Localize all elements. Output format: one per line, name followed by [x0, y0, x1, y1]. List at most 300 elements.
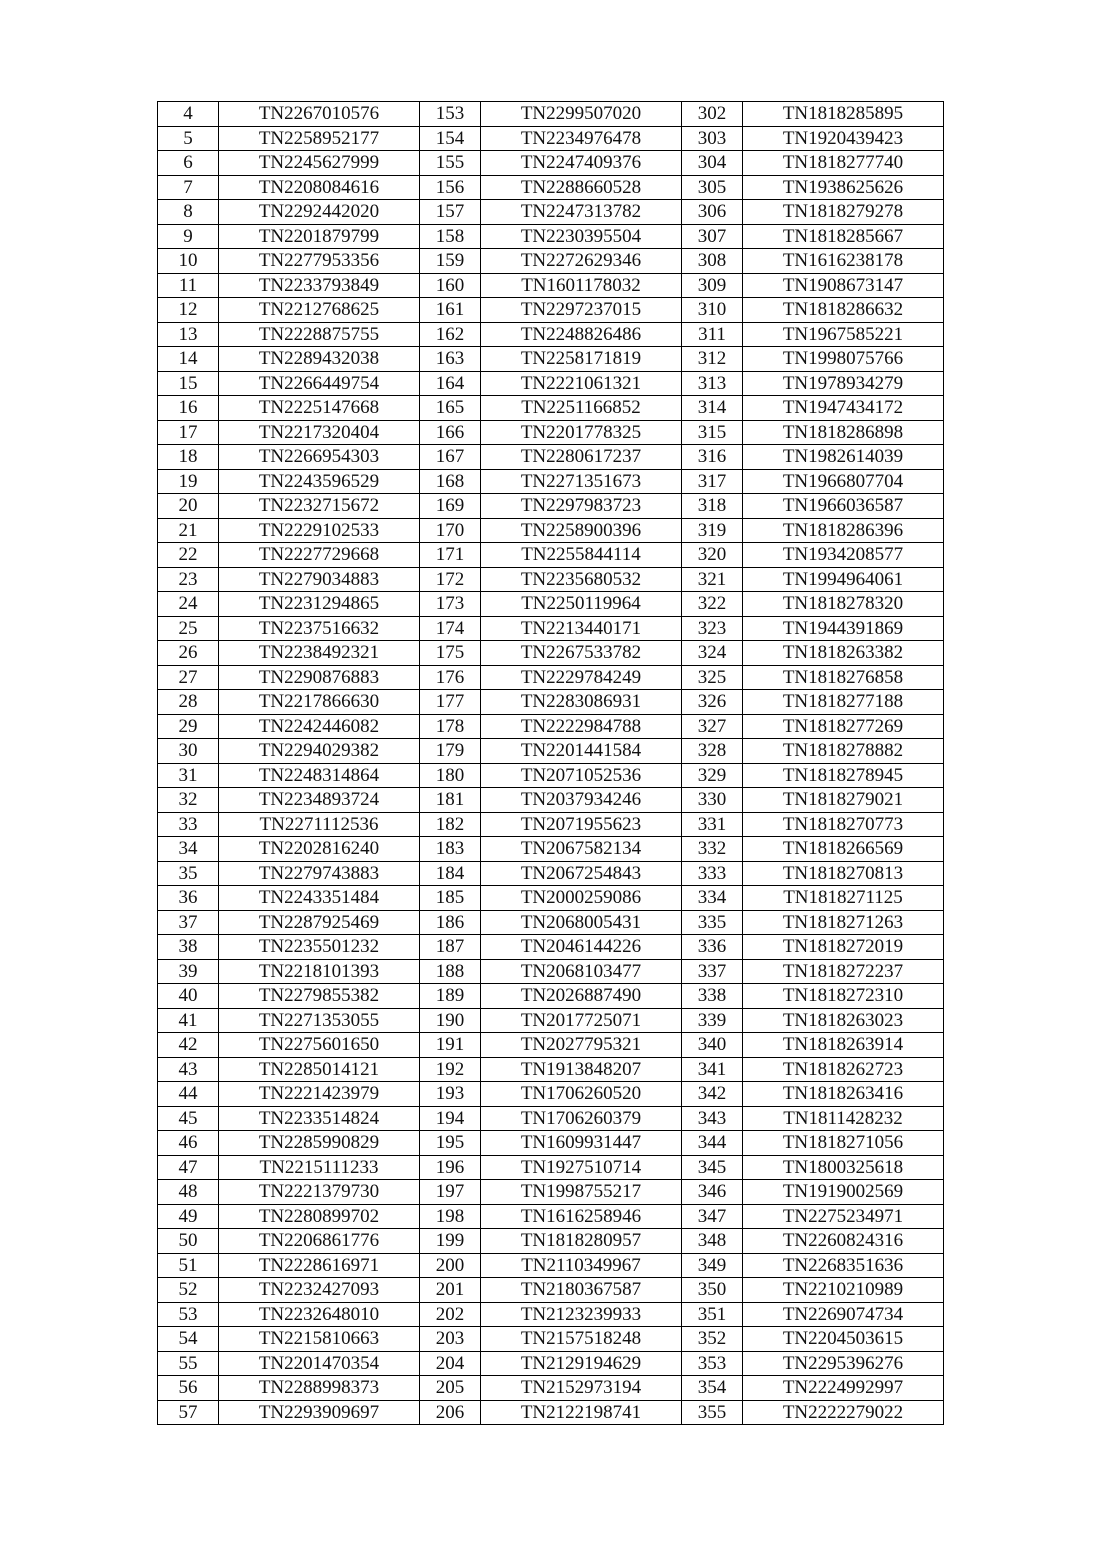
serial-number-cell: 204 [420, 1351, 481, 1376]
table-row [158, 1204, 944, 1229]
serial-number-cell: 343 [682, 1106, 743, 1131]
id-number-cell: TN1818263023 [743, 1008, 944, 1033]
id-number-cell: TN2271351673 [481, 469, 682, 494]
table-row [158, 837, 944, 862]
id-number-cell: TN2227729668 [219, 543, 420, 568]
serial-number-cell: 349 [682, 1253, 743, 1278]
serial-number-cell: 200 [420, 1253, 481, 1278]
serial-number-cell: 174 [420, 616, 481, 641]
id-number-cell: TN1944391869 [743, 616, 944, 641]
id-number-cell: TN2233793849 [219, 273, 420, 298]
id-number-cell: TN2232427093 [219, 1278, 420, 1303]
id-number-cell: TN1818278882 [743, 739, 944, 764]
id-number-cell: TN1818286632 [743, 298, 944, 323]
table-row [158, 959, 944, 984]
id-number-cell: TN2217320404 [219, 420, 420, 445]
serial-number-cell: 168 [420, 469, 481, 494]
serial-number-cell: 302 [682, 102, 743, 127]
id-number-cell: TN2228616971 [219, 1253, 420, 1278]
table-row [158, 126, 944, 151]
serial-number-cell: 336 [682, 935, 743, 960]
serial-number-cell: 169 [420, 494, 481, 519]
serial-number-cell: 41 [158, 1008, 219, 1033]
id-number-cell: TN2285990829 [219, 1131, 420, 1156]
serial-number-cell: 155 [420, 151, 481, 176]
serial-number-cell: 176 [420, 665, 481, 690]
table-row [158, 567, 944, 592]
id-number-cell: TN2267533782 [481, 641, 682, 666]
id-number-cell: TN2152973194 [481, 1376, 682, 1401]
serial-number-cell: 182 [420, 812, 481, 837]
id-number-cell: TN2292442020 [219, 200, 420, 225]
id-number-cell: TN2251166852 [481, 396, 682, 421]
id-number-cell: TN2266954303 [219, 445, 420, 470]
id-number-cell: TN2258900396 [481, 518, 682, 543]
serial-number-cell: 184 [420, 861, 481, 886]
serial-number-cell: 199 [420, 1229, 481, 1254]
id-number-cell: TN2295396276 [743, 1351, 944, 1376]
table-row [158, 861, 944, 886]
serial-number-cell: 163 [420, 347, 481, 372]
id-number-cell: TN2279034883 [219, 567, 420, 592]
id-number-cell: TN2258952177 [219, 126, 420, 151]
id-number-cell: TN2280899702 [219, 1204, 420, 1229]
id-number-cell: TN1818263914 [743, 1033, 944, 1058]
serial-number-cell: 337 [682, 959, 743, 984]
serial-number-cell: 21 [158, 518, 219, 543]
serial-number-cell: 32 [158, 788, 219, 813]
serial-number-cell: 53 [158, 1302, 219, 1327]
id-number-cell: TN2243596529 [219, 469, 420, 494]
serial-number-cell: 5 [158, 126, 219, 151]
serial-number-cell: 38 [158, 935, 219, 960]
table-row [158, 1302, 944, 1327]
serial-number-cell: 202 [420, 1302, 481, 1327]
id-number-cell: TN2224992997 [743, 1376, 944, 1401]
serial-number-cell: 178 [420, 714, 481, 739]
serial-number-cell: 47 [158, 1155, 219, 1180]
id-number-cell: TN1818285895 [743, 102, 944, 127]
id-number-cell: TN2221379730 [219, 1180, 420, 1205]
serial-number-cell: 197 [420, 1180, 481, 1205]
id-number-cell: TN2271353055 [219, 1008, 420, 1033]
id-number-cell: TN1818277740 [743, 151, 944, 176]
id-number-cell: TN1818279278 [743, 200, 944, 225]
id-number-cell: TN1920439423 [743, 126, 944, 151]
id-number-cell: TN1938625626 [743, 175, 944, 200]
serial-number-cell: 334 [682, 886, 743, 911]
serial-number-cell: 161 [420, 298, 481, 323]
serial-number-cell: 179 [420, 739, 481, 764]
serial-number-cell: 193 [420, 1082, 481, 1107]
id-number-cell: TN2068005431 [481, 910, 682, 935]
id-number-cell: TN2202816240 [219, 837, 420, 862]
serial-number-cell: 194 [420, 1106, 481, 1131]
id-number-cell: TN2290876883 [219, 665, 420, 690]
serial-number-cell: 322 [682, 592, 743, 617]
id-number-cell: TN1818272237 [743, 959, 944, 984]
serial-number-cell: 173 [420, 592, 481, 617]
id-number-cell: TN2289432038 [219, 347, 420, 372]
id-number-cell: TN2258171819 [481, 347, 682, 372]
serial-number-cell: 157 [420, 200, 481, 225]
id-number-cell: TN1818271263 [743, 910, 944, 935]
id-number-cell: TN2201470354 [219, 1351, 420, 1376]
serial-number-cell: 162 [420, 322, 481, 347]
serial-number-cell: 6 [158, 151, 219, 176]
serial-number-cell: 317 [682, 469, 743, 494]
table-row [158, 396, 944, 421]
serial-number-cell: 175 [420, 641, 481, 666]
id-number-cell: TN2297237015 [481, 298, 682, 323]
table-row [158, 641, 944, 666]
id-number-cell: TN1800325618 [743, 1155, 944, 1180]
id-number-cell: TN2232715672 [219, 494, 420, 519]
serial-number-cell: 180 [420, 763, 481, 788]
id-number-cell: TN1947434172 [743, 396, 944, 421]
table-row [158, 151, 944, 176]
serial-number-cell: 206 [420, 1400, 481, 1425]
id-number-cell: TN2212768625 [219, 298, 420, 323]
id-number-cell: TN2206861776 [219, 1229, 420, 1254]
id-number-cell: TN2129194629 [481, 1351, 682, 1376]
id-number-cell: TN2123239933 [481, 1302, 682, 1327]
serial-number-cell: 312 [682, 347, 743, 372]
id-number-cell: TN2294029382 [219, 739, 420, 764]
id-number-cell: TN2026887490 [481, 984, 682, 1009]
serial-number-cell: 340 [682, 1033, 743, 1058]
serial-number-cell: 186 [420, 910, 481, 935]
serial-number-cell: 17 [158, 420, 219, 445]
table-row [158, 1082, 944, 1107]
id-number-cell: TN1818262723 [743, 1057, 944, 1082]
serial-number-cell: 20 [158, 494, 219, 519]
table-row [158, 1131, 944, 1156]
table-row [158, 102, 944, 127]
id-number-cell: TN1818276858 [743, 665, 944, 690]
serial-number-cell: 325 [682, 665, 743, 690]
id-number-cell: TN2201879799 [219, 224, 420, 249]
id-number-cell: TN1609931447 [481, 1131, 682, 1156]
table-row [158, 665, 944, 690]
serial-number-cell: 159 [420, 249, 481, 274]
id-number-cell: TN2037934246 [481, 788, 682, 813]
table-row [158, 763, 944, 788]
id-number-cell: TN1616238178 [743, 249, 944, 274]
serial-number-cell: 354 [682, 1376, 743, 1401]
table-row [158, 1327, 944, 1352]
serial-number-cell: 205 [420, 1376, 481, 1401]
id-number-cell: TN2247313782 [481, 200, 682, 225]
serial-number-cell: 18 [158, 445, 219, 470]
id-number-cell: TN2071052536 [481, 763, 682, 788]
serial-number-cell: 23 [158, 567, 219, 592]
serial-number-cell: 345 [682, 1155, 743, 1180]
id-number-cell: TN2280617237 [481, 445, 682, 470]
id-number-cell: TN2287925469 [219, 910, 420, 935]
id-number-cell: TN1966807704 [743, 469, 944, 494]
serial-number-cell: 306 [682, 200, 743, 225]
id-number-cell: TN2250119964 [481, 592, 682, 617]
id-number-cell: TN2218101393 [219, 959, 420, 984]
table-row [158, 910, 944, 935]
serial-number-cell: 347 [682, 1204, 743, 1229]
serial-number-cell: 154 [420, 126, 481, 151]
id-number-table [157, 101, 944, 1425]
table-row [158, 1351, 944, 1376]
id-number-cell: TN2229784249 [481, 665, 682, 690]
serial-number-cell: 353 [682, 1351, 743, 1376]
table-row [158, 1376, 944, 1401]
table-row [158, 200, 944, 225]
table-row [158, 445, 944, 470]
serial-number-cell: 37 [158, 910, 219, 935]
id-number-cell: TN2215810663 [219, 1327, 420, 1352]
id-number-cell: TN1818279021 [743, 788, 944, 813]
id-number-cell: TN2279855382 [219, 984, 420, 1009]
id-number-cell: TN2213440171 [481, 616, 682, 641]
serial-number-cell: 54 [158, 1327, 219, 1352]
serial-number-cell: 14 [158, 347, 219, 372]
id-number-cell: TN2275234971 [743, 1204, 944, 1229]
serial-number-cell: 305 [682, 175, 743, 200]
id-number-cell: TN1818266569 [743, 837, 944, 862]
serial-number-cell: 153 [420, 102, 481, 127]
serial-number-cell: 10 [158, 249, 219, 274]
serial-number-cell: 35 [158, 861, 219, 886]
serial-number-cell: 330 [682, 788, 743, 813]
id-number-cell: TN2248314864 [219, 763, 420, 788]
id-number-cell: TN2233514824 [219, 1106, 420, 1131]
id-number-cell: TN2201778325 [481, 420, 682, 445]
table-row [158, 1155, 944, 1180]
id-number-cell: TN2157518248 [481, 1327, 682, 1352]
id-number-cell: TN2046144226 [481, 935, 682, 960]
id-number-cell: TN2201441584 [481, 739, 682, 764]
id-number-cell: TN2269074734 [743, 1302, 944, 1327]
serial-number-cell: 30 [158, 739, 219, 764]
serial-number-cell: 156 [420, 175, 481, 200]
serial-number-cell: 314 [682, 396, 743, 421]
id-number-cell: TN2221423979 [219, 1082, 420, 1107]
id-number-cell: TN2234893724 [219, 788, 420, 813]
serial-number-cell: 185 [420, 886, 481, 911]
serial-number-cell: 181 [420, 788, 481, 813]
id-number-cell: TN1818271125 [743, 886, 944, 911]
id-number-cell: TN2271112536 [219, 812, 420, 837]
serial-number-cell: 26 [158, 641, 219, 666]
serial-number-cell: 331 [682, 812, 743, 837]
id-number-cell: TN1818278945 [743, 763, 944, 788]
serial-number-cell: 321 [682, 567, 743, 592]
id-number-cell: TN2122198741 [481, 1400, 682, 1425]
serial-number-cell: 56 [158, 1376, 219, 1401]
serial-number-cell: 203 [420, 1327, 481, 1352]
serial-number-cell: 332 [682, 837, 743, 862]
id-number-cell: TN2017725071 [481, 1008, 682, 1033]
serial-number-cell: 22 [158, 543, 219, 568]
id-number-cell: TN1967585221 [743, 322, 944, 347]
id-number-cell: TN1818271056 [743, 1131, 944, 1156]
serial-number-cell: 311 [682, 322, 743, 347]
serial-number-cell: 49 [158, 1204, 219, 1229]
serial-number-cell: 328 [682, 739, 743, 764]
id-number-cell: TN2275601650 [219, 1033, 420, 1058]
id-number-cell: TN1616258946 [481, 1204, 682, 1229]
serial-number-cell: 342 [682, 1082, 743, 1107]
id-number-cell: TN2297983723 [481, 494, 682, 519]
table-row [158, 714, 944, 739]
id-number-cell: TN2242446082 [219, 714, 420, 739]
serial-number-cell: 192 [420, 1057, 481, 1082]
id-number-cell: TN2260824316 [743, 1229, 944, 1254]
id-number-cell: TN1978934279 [743, 371, 944, 396]
id-number-cell: TN1818278320 [743, 592, 944, 617]
id-number-cell: TN2222279022 [743, 1400, 944, 1425]
table-body [158, 102, 944, 1425]
serial-number-cell: 352 [682, 1327, 743, 1352]
table-row [158, 1253, 944, 1278]
id-number-cell: TN1706260379 [481, 1106, 682, 1131]
serial-number-cell: 46 [158, 1131, 219, 1156]
serial-number-cell: 9 [158, 224, 219, 249]
serial-number-cell: 350 [682, 1278, 743, 1303]
id-number-cell: TN2283086931 [481, 690, 682, 715]
serial-number-cell: 15 [158, 371, 219, 396]
id-number-cell: TN2277953356 [219, 249, 420, 274]
serial-number-cell: 177 [420, 690, 481, 715]
serial-number-cell: 335 [682, 910, 743, 935]
serial-number-cell: 55 [158, 1351, 219, 1376]
id-number-cell: TN2230395504 [481, 224, 682, 249]
table-row [158, 1057, 944, 1082]
id-number-cell: TN1818277269 [743, 714, 944, 739]
serial-number-cell: 315 [682, 420, 743, 445]
serial-number-cell: 31 [158, 763, 219, 788]
serial-number-cell: 165 [420, 396, 481, 421]
id-number-cell: TN1818286396 [743, 518, 944, 543]
serial-number-cell: 27 [158, 665, 219, 690]
serial-number-cell: 339 [682, 1008, 743, 1033]
serial-number-cell: 313 [682, 371, 743, 396]
id-number-cell: TN2235680532 [481, 567, 682, 592]
serial-number-cell: 327 [682, 714, 743, 739]
serial-number-cell: 326 [682, 690, 743, 715]
serial-number-cell: 309 [682, 273, 743, 298]
id-number-cell: TN2067254843 [481, 861, 682, 886]
serial-number-cell: 341 [682, 1057, 743, 1082]
serial-number-cell: 33 [158, 812, 219, 837]
serial-number-cell: 346 [682, 1180, 743, 1205]
serial-number-cell: 201 [420, 1278, 481, 1303]
id-number-cell: TN2288660528 [481, 175, 682, 200]
id-number-cell: TN1818280957 [481, 1229, 682, 1254]
id-number-cell: TN1818272019 [743, 935, 944, 960]
id-number-cell: TN1927510714 [481, 1155, 682, 1180]
serial-number-cell: 40 [158, 984, 219, 1009]
serial-number-cell: 158 [420, 224, 481, 249]
table-row [158, 347, 944, 372]
id-number-cell: TN1818286898 [743, 420, 944, 445]
table-row [158, 273, 944, 298]
serial-number-cell: 8 [158, 200, 219, 225]
table-row [158, 690, 944, 715]
serial-number-cell: 198 [420, 1204, 481, 1229]
id-number-cell: TN2110349967 [481, 1253, 682, 1278]
table-row [158, 494, 944, 519]
serial-number-cell: 329 [682, 763, 743, 788]
id-number-cell: TN2222984788 [481, 714, 682, 739]
id-number-cell: TN2255844114 [481, 543, 682, 568]
serial-number-cell: 44 [158, 1082, 219, 1107]
id-number-cell: TN1818277188 [743, 690, 944, 715]
id-number-cell: TN2215111233 [219, 1155, 420, 1180]
id-number-cell: TN2232648010 [219, 1302, 420, 1327]
id-number-cell: TN2248826486 [481, 322, 682, 347]
table-row [158, 1008, 944, 1033]
id-number-cell: TN1818285667 [743, 224, 944, 249]
id-number-cell: TN1818263382 [743, 641, 944, 666]
table-row [158, 1400, 944, 1425]
serial-number-cell: 48 [158, 1180, 219, 1205]
id-number-cell: TN2208084616 [219, 175, 420, 200]
table-row [158, 420, 944, 445]
id-number-cell: TN2210210989 [743, 1278, 944, 1303]
id-number-cell: TN2228875755 [219, 322, 420, 347]
table-row [158, 469, 944, 494]
table-row [158, 1180, 944, 1205]
serial-number-cell: 12 [158, 298, 219, 323]
serial-number-cell: 170 [420, 518, 481, 543]
table-row [158, 175, 944, 200]
serial-number-cell: 319 [682, 518, 743, 543]
id-number-cell: TN1998075766 [743, 347, 944, 372]
serial-number-cell: 171 [420, 543, 481, 568]
serial-number-cell: 39 [158, 959, 219, 984]
serial-number-cell: 172 [420, 567, 481, 592]
serial-number-cell: 4 [158, 102, 219, 127]
serial-number-cell: 303 [682, 126, 743, 151]
serial-number-cell: 307 [682, 224, 743, 249]
serial-number-cell: 24 [158, 592, 219, 617]
id-number-cell: TN2272629346 [481, 249, 682, 274]
serial-number-cell: 51 [158, 1253, 219, 1278]
id-number-cell: TN1811428232 [743, 1106, 944, 1131]
id-number-cell: TN2229102533 [219, 518, 420, 543]
serial-number-cell: 29 [158, 714, 219, 739]
serial-number-cell: 188 [420, 959, 481, 984]
id-number-cell: TN2238492321 [219, 641, 420, 666]
table-row [158, 298, 944, 323]
serial-number-cell: 333 [682, 861, 743, 886]
table-row [158, 1106, 944, 1131]
table-row [158, 812, 944, 837]
serial-number-cell: 323 [682, 616, 743, 641]
table-row [158, 984, 944, 1009]
id-number-cell: TN1998755217 [481, 1180, 682, 1205]
table-row [158, 543, 944, 568]
serial-number-cell: 190 [420, 1008, 481, 1033]
id-number-cell: TN2231294865 [219, 592, 420, 617]
id-number-cell: TN1908673147 [743, 273, 944, 298]
serial-number-cell: 195 [420, 1131, 481, 1156]
serial-number-cell: 36 [158, 886, 219, 911]
id-number-cell: TN1601178032 [481, 273, 682, 298]
id-number-cell: TN1818270813 [743, 861, 944, 886]
id-number-cell: TN1818272310 [743, 984, 944, 1009]
table-row [158, 1278, 944, 1303]
serial-number-cell: 310 [682, 298, 743, 323]
